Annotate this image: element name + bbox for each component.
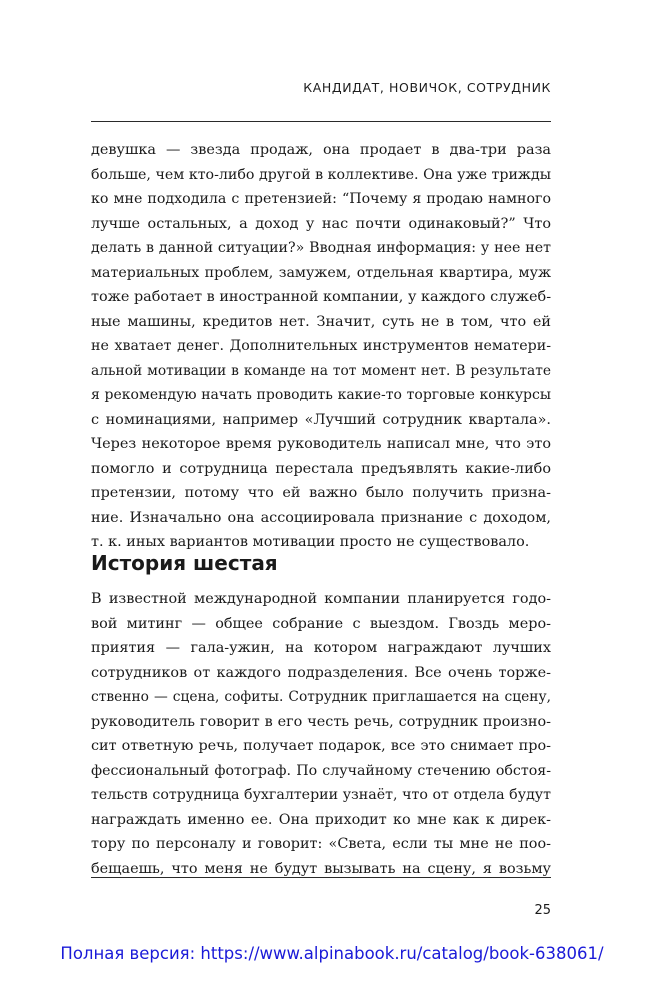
text-line: сит ответную речь, получает подарок, все это снимает про-	[91, 738, 551, 754]
text-line: ные машины, кредитов нет. Значит, суть не в том, что ей	[91, 313, 551, 330]
text-line: тору по персоналу и говорит: «Света, если ты мне не поо-	[91, 836, 551, 852]
text-line: тельств сотрудница бухгалтерии узнаёт, что от отдела будут	[91, 787, 551, 803]
text-line: больше, чем кто-либо другой в коллективе. Она уже трижды	[91, 166, 551, 183]
text-line: В известной международной компании планируется годо-	[91, 591, 551, 607]
text-line: т. к. иных вариантов мотивации просто не существовало.	[91, 534, 530, 550]
full-version-link[interactable]: Полная версия: https://www.alpinabook.ru/catalog/book-638061/	[60, 944, 604, 963]
page-number: 25	[534, 903, 551, 918]
text-line: ственно — сцена, софиты. Сотрудник приглашается на сцену,	[91, 689, 551, 705]
text-line: награждать именно ее. Она приходит ко мне как к дирек-	[91, 811, 551, 828]
text-line: помогло и сотрудница перестала предъявлять какие-либо	[91, 460, 551, 477]
text-line: претензии, потому что ей важно было получить призна-	[91, 485, 551, 501]
running-head-title: КАНДИДАТ, НОВИЧОК, СОТРУДНИК	[303, 80, 551, 95]
text-line: Через некоторое время руководитель написал мне, что это	[91, 436, 551, 452]
text-line: ние. Изначально она ассоциировала признание с доходом,	[91, 509, 551, 526]
text-line: приятия — гала-ужин, на котором награждают лучших	[91, 640, 551, 656]
header-rule	[91, 121, 551, 122]
text-line: фессиональный фотограф. По случайному стечению обстоя-	[91, 762, 551, 779]
text-line: руководитель говорит в его честь речь, сотрудник произно-	[91, 713, 551, 730]
text-line: бещаешь, что меня не будут вызывать на сцену, я возьму	[91, 860, 551, 877]
section-heading: История шестая	[91, 551, 278, 575]
text-line: вой митинг — общее собрание с выездом. Гвоздь меро-	[91, 615, 551, 632]
text-line: с номинациями, например «Лучший сотрудник квартала».	[91, 411, 551, 428]
text-line: делать в данной ситуации?» Вводная информация: у нее нет	[91, 240, 551, 256]
text-line: сотрудников от каждого подразделения. Все очень торже-	[91, 664, 551, 681]
text-line: ко мне подходила с претензией: “Почему я продаю намного	[91, 191, 551, 207]
footer-rule	[91, 877, 551, 878]
text-line: тоже работает в иностранной компании, у каждого служеб-	[91, 289, 551, 305]
section-paragraph	[91, 587, 551, 881]
text-line: девушка — звезда продаж, она продает в два-три раза	[91, 142, 551, 158]
text-line: не хватает денег. Дополнительных инструментов нематери-	[91, 338, 551, 354]
text-line: лучше остальных, а доход у нас почти одинаковый?” Что	[91, 215, 551, 232]
text-line: я рекомендую начать проводить какие-то торговые конкурсы	[91, 387, 551, 403]
paragraph-continued	[91, 138, 551, 555]
text-line: материальных проблем, замужем, отдельная квартира, муж	[91, 264, 551, 281]
text-line: альной мотивации в команде на тот момент нет. В результате	[91, 362, 551, 379]
